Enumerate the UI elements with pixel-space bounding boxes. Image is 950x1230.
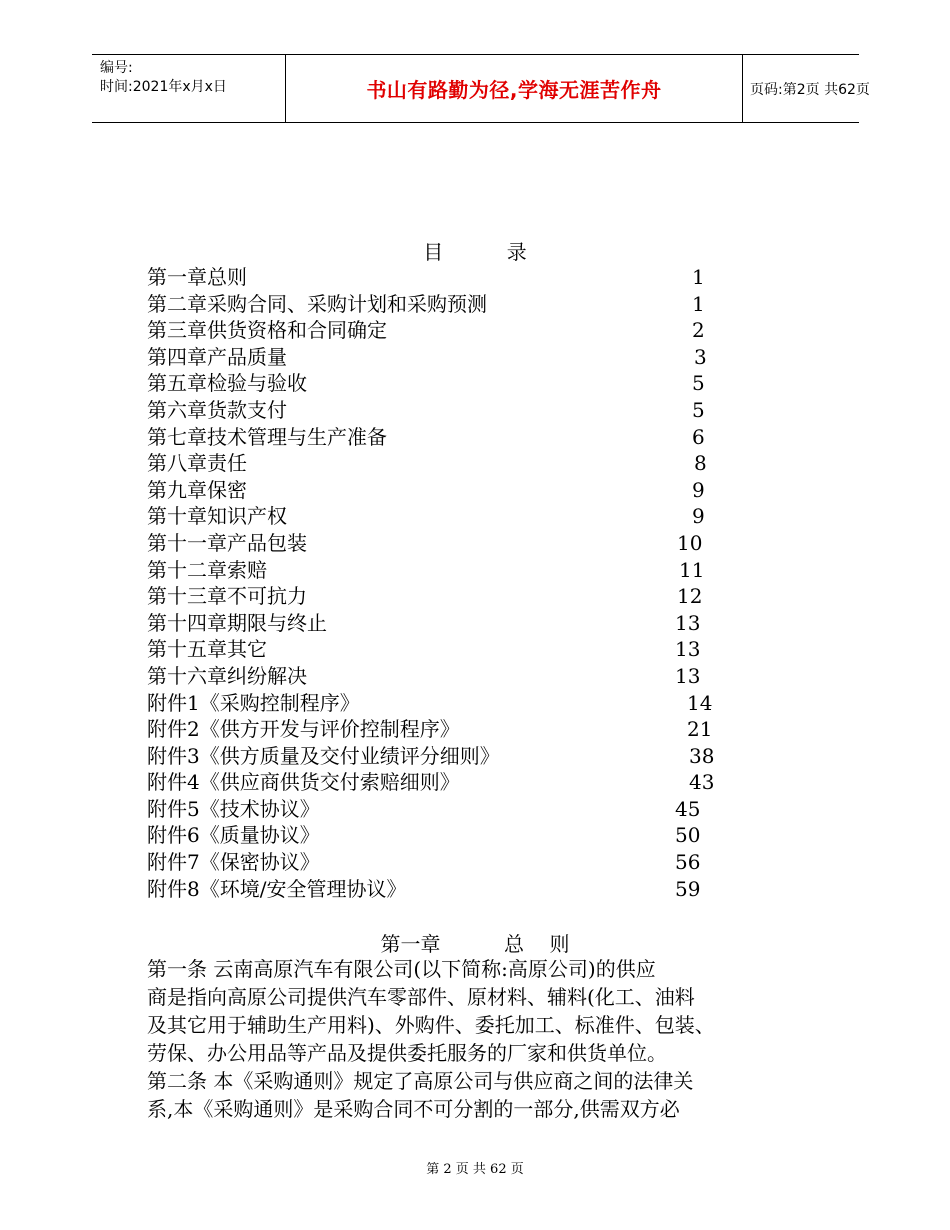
toc-entry xyxy=(147,849,767,876)
toc-entry xyxy=(147,450,767,477)
toc-entry-label: 附件3《供方质量及交付业绩评分细则》 xyxy=(147,743,500,768)
toc-entry-label: 附件5《技术协议》 xyxy=(147,796,320,821)
table-of-contents xyxy=(147,264,767,902)
toc-entry-page: 38 xyxy=(689,743,715,768)
toc-entry-page: 5 xyxy=(692,371,705,396)
toc-entry-page: 1 xyxy=(692,291,705,316)
toc-entry-page: 2 xyxy=(692,318,705,343)
page-footer: 第 2 页 共 62 页 xyxy=(426,1162,524,1177)
toc-entry xyxy=(147,477,767,504)
toc-entry-label: 第十一章产品包装 xyxy=(147,530,307,555)
toc-entry xyxy=(147,503,767,530)
toc-entry-page: 14 xyxy=(687,690,713,715)
toc-entry xyxy=(147,264,767,291)
paragraph-line: 商是指向高原公司提供汽车零部件、原材料、辅料(化工、油料 xyxy=(147,985,695,1009)
toc-entry xyxy=(147,317,767,344)
header-motto: 书山有路勤为径,学海无涯苦作舟 xyxy=(285,55,743,122)
toc-entry-page: 43 xyxy=(689,770,715,795)
toc-entry-label: 第二章采购合同、采购计划和采购预测 xyxy=(147,291,487,316)
toc-entry-page: 9 xyxy=(692,477,705,502)
toc-entry-label: 第十五章其它 xyxy=(147,637,267,662)
toc-entry-page: 45 xyxy=(675,796,701,821)
header-meta xyxy=(92,55,284,122)
paragraph-line: 系,本《采购通则》是采购合同不可分割的一部分,供需双方必 xyxy=(147,1097,680,1121)
toc-entry-label: 附件4《供应商供货交付索赔细则》 xyxy=(147,770,460,795)
toc-entry xyxy=(147,610,767,637)
toc-entry-label: 第八章责任 xyxy=(147,451,247,476)
toc-title: 目 录 xyxy=(423,240,527,264)
toc-entry xyxy=(147,291,767,318)
toc-entry xyxy=(147,583,767,610)
toc-entry-page: 5 xyxy=(692,397,705,422)
toc-entry-page: 59 xyxy=(675,876,701,901)
toc-entry-label: 附件8《环境/安全管理协议》 xyxy=(147,876,407,901)
paragraph-line: 劳保、办公用品等产品及提供委托服务的厂家和供货单位。 xyxy=(147,1041,667,1065)
toc-entry-label: 附件2《供方开发与评价控制程序》 xyxy=(147,717,460,742)
toc-entry xyxy=(147,690,767,717)
toc-entry-page: 1 xyxy=(692,265,705,289)
toc-entry xyxy=(147,769,767,796)
toc-entry-page: 56 xyxy=(675,850,701,875)
toc-entry-label: 附件7《保密协议》 xyxy=(147,850,320,875)
toc-entry-page: 12 xyxy=(677,584,703,609)
toc-entry-page: 21 xyxy=(687,717,713,742)
toc-entry-page: 3 xyxy=(694,344,707,369)
toc-entry-label: 第十六章纠纷解决 xyxy=(147,663,307,688)
paragraph-line: 第二条 本《采购通则》规定了高原公司与供应商之间的法律关 xyxy=(147,1069,694,1093)
paragraph-line: 及其它用于辅助生产用料)、外购件、委托加工、标准件、包装、 xyxy=(147,1013,715,1037)
paragraph-line: 第一条 云南高原汽车有限公司(以下简称:高原公司)的供应 xyxy=(147,957,656,981)
document-number-label: 编号: xyxy=(100,60,133,76)
toc-entry-page: 8 xyxy=(694,451,707,476)
toc-entry-label: 第四章产品质量 xyxy=(147,344,287,369)
toc-entry xyxy=(147,370,767,397)
toc-entry-label: 第十章知识产权 xyxy=(147,504,287,529)
toc-entry-label: 第九章保密 xyxy=(147,477,247,502)
toc-entry-page: 50 xyxy=(675,823,701,848)
toc-entry xyxy=(147,424,767,451)
toc-entry-page: 11 xyxy=(679,557,705,582)
toc-entry-label: 第十三章不可抗力 xyxy=(147,584,307,609)
chapter-heading: 第一章 总 则 xyxy=(380,932,570,956)
toc-entry-page: 13 xyxy=(675,637,701,662)
toc-entry-label: 第五章检验与验收 xyxy=(147,371,307,396)
toc-entry-label: 第六章货款支付 xyxy=(147,397,287,422)
toc-entry xyxy=(147,822,767,849)
toc-entry-label: 第七章技术管理与生产准备 xyxy=(147,424,387,449)
toc-entry-page: 9 xyxy=(692,504,705,529)
toc-entry xyxy=(147,636,767,663)
toc-entry xyxy=(147,344,767,371)
toc-entry-page: 13 xyxy=(675,610,701,635)
toc-entry xyxy=(147,397,767,424)
toc-entry-label: 附件1《采购控制程序》 xyxy=(147,690,360,715)
toc-entry-label: 第十四章期限与终止 xyxy=(147,610,327,635)
document-time-label: 时间:2021年x月x日 xyxy=(100,79,227,95)
toc-entry xyxy=(147,530,767,557)
toc-entry-page: 6 xyxy=(692,424,705,449)
toc-entry-page: 13 xyxy=(675,663,701,688)
toc-entry xyxy=(147,796,767,823)
toc-entry xyxy=(147,716,767,743)
toc-entry-label: 第十二章索赔 xyxy=(147,557,267,582)
toc-entry-label: 第一章总则 xyxy=(147,265,247,289)
toc-entry-label: 附件6《质量协议》 xyxy=(147,823,320,848)
header-page-info: 页码:第2页 共62页 xyxy=(750,81,870,98)
toc-entry xyxy=(147,557,767,584)
toc-entry-label: 第三章供货资格和合同确定 xyxy=(147,318,387,343)
toc-entry xyxy=(147,663,767,690)
toc-entry xyxy=(147,743,767,770)
toc-entry xyxy=(147,876,767,903)
page-header xyxy=(92,54,870,123)
chapter-body xyxy=(147,955,817,1123)
toc-entry-page: 10 xyxy=(677,530,703,555)
